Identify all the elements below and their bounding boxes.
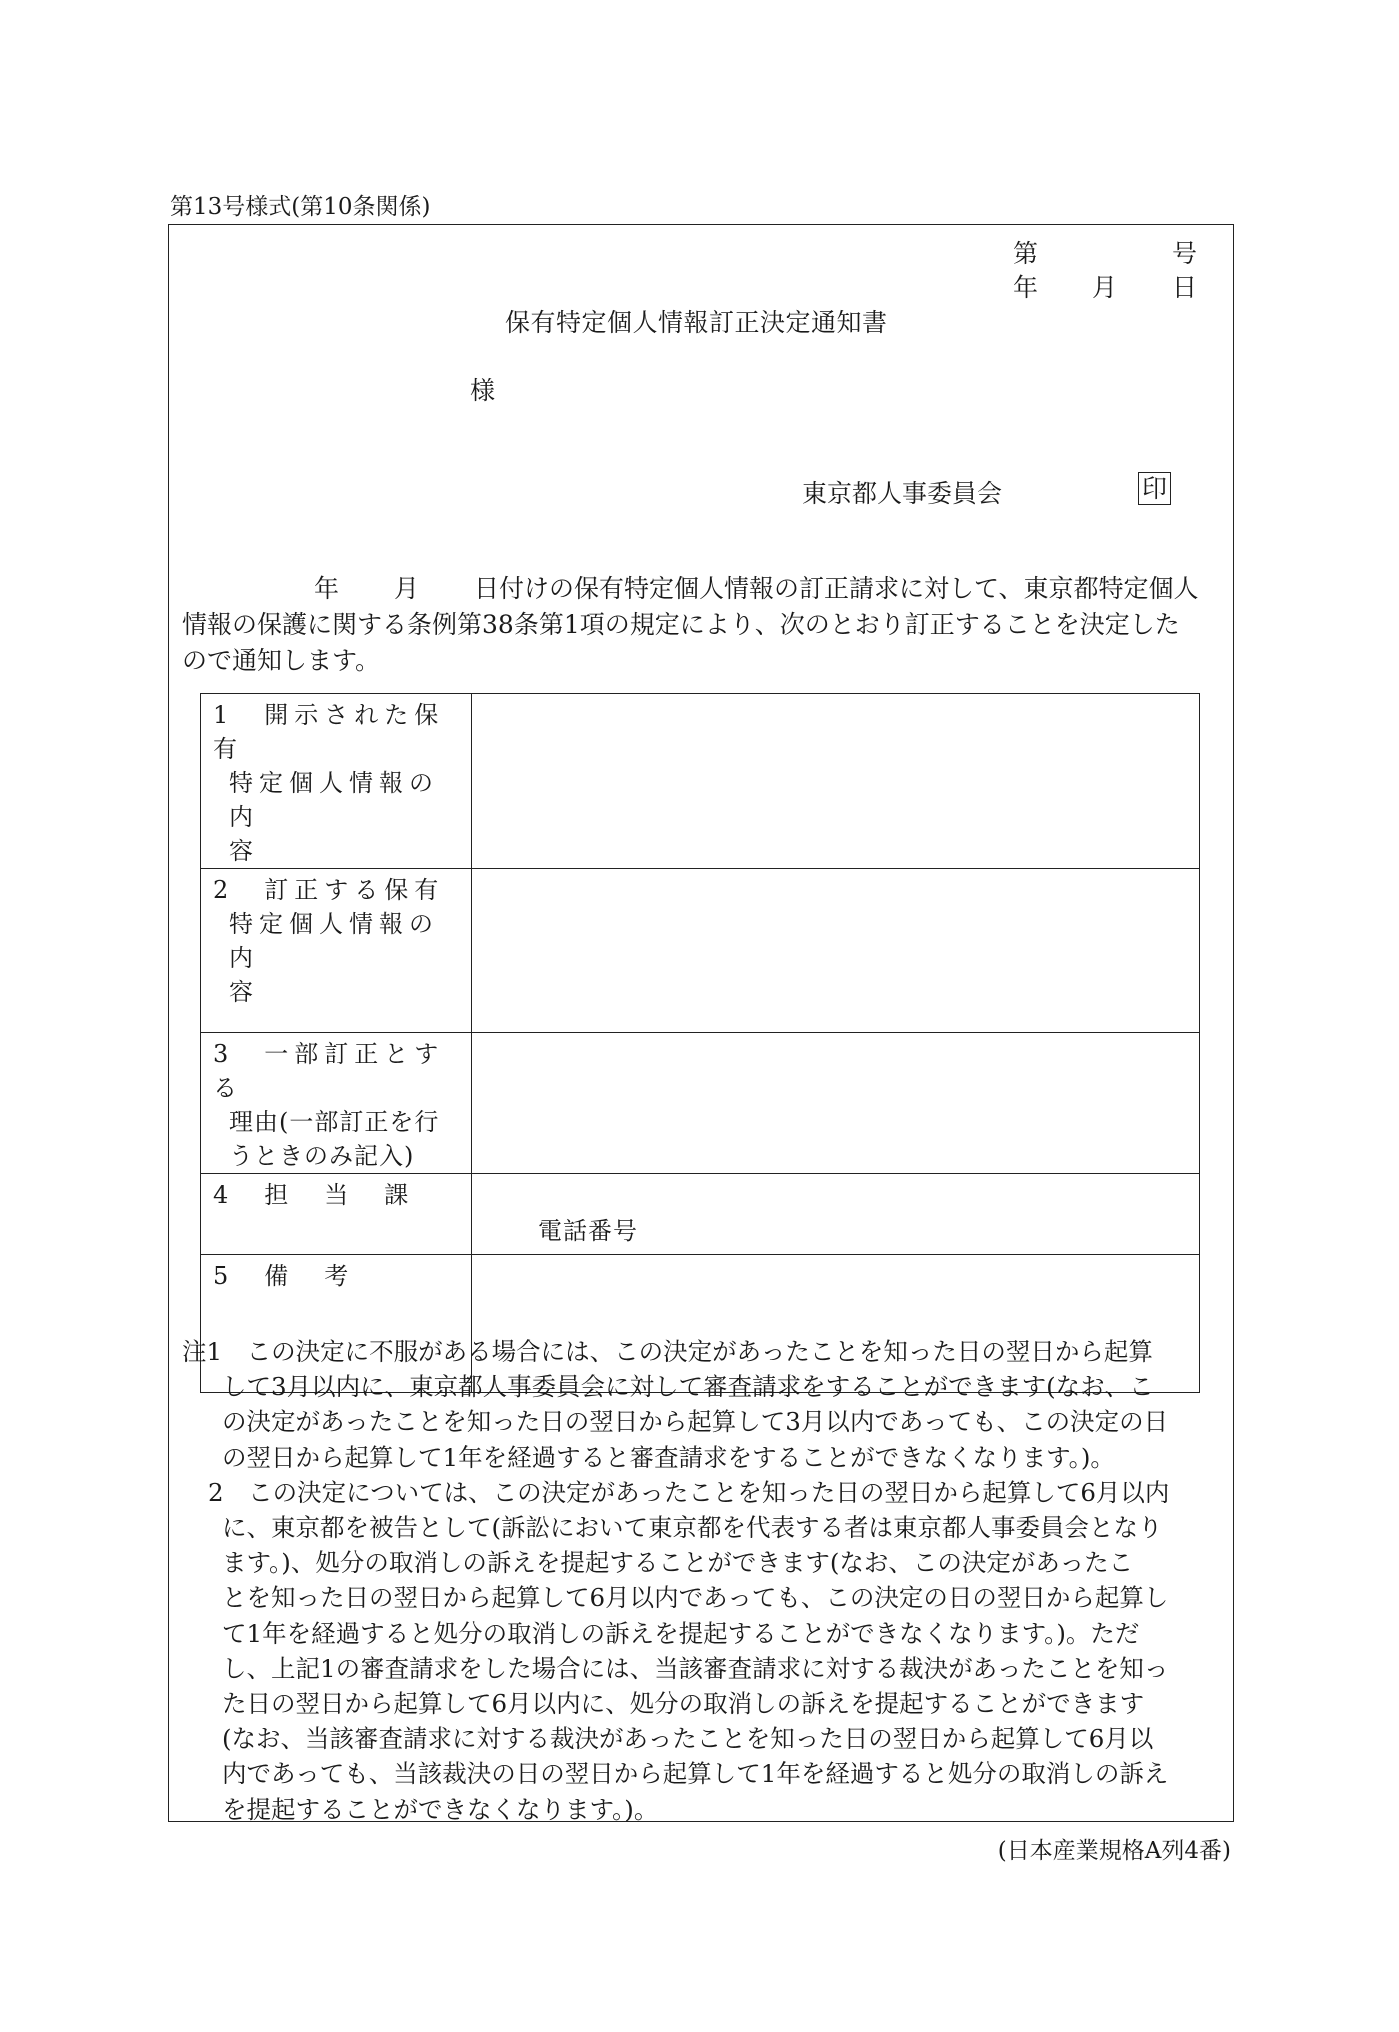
intro-line-1-text: 日付けの保有特定個人情報の訂正請求に対して、東京都特定個人 (474, 574, 1199, 603)
date-month: 月 (1092, 273, 1118, 302)
table-row (201, 869, 1200, 1033)
note-1-line-1: 注1 この決定に不服がある場合には、この決定があったことを知った日の翌日から起算 (182, 1337, 1153, 1366)
note-2-line-6: し、上記1の審査請求をした場合には、当該審査請求に対する裁決があったことを知っ (222, 1653, 1169, 1683)
item-4-value-cell[interactable] (472, 1174, 1200, 1255)
intro-line-2: 情報の保護に関する条例第38条第1項の規定により、次のとおり訂正することを決定した (182, 610, 1180, 639)
note-2-line-7: た日の翌日から起算して6月以内に、処分の取消しの訴えを提起することができます (222, 1689, 1145, 1719)
note-2-line-5: て1年を経過すると処分の取消しの訴えを提起することができなくなります。)。ただ (222, 1618, 1140, 1648)
phone-number-label: 電話番号 (538, 1217, 638, 1245)
item-3-value-cell[interactable] (472, 1033, 1200, 1174)
item-1-value-cell[interactable] (472, 694, 1200, 869)
intro-year: 年 (314, 574, 340, 603)
note-2-line-9: 内であっても、当該裁決の日の翌日から起算して1年を経過すると処分の取消しの訴え (222, 1759, 1169, 1789)
paper-size-note: (日本産業規格A列4番) (997, 1838, 1231, 1864)
item-2-label-line1: 2 訂正する保有 (213, 876, 445, 904)
item-2-label-line2: 特定個人情報の 内 (229, 910, 439, 972)
issuer-name: 東京都人事委員会 (802, 479, 1003, 508)
date-year: 年 (1013, 273, 1039, 302)
document-title: 保有特定個人情報訂正決定通知書 (505, 308, 888, 337)
items-table (200, 693, 1200, 1393)
intro-month: 月 (394, 574, 420, 603)
number-prefix: 第 (1013, 239, 1039, 268)
item-1-label-line2: 特定個人情報の内 (229, 769, 439, 831)
seal-mark: 印 (1138, 472, 1171, 505)
item-3-label-cell (201, 1033, 472, 1174)
note-2-line-1: 2 この決定については、この決定があったことを知った日の翌日から起算して6月以内 (208, 1477, 1170, 1507)
item-3-label-line3: うときのみ記入) (229, 1142, 415, 1170)
table-row (201, 1174, 1200, 1255)
item-3-label-line2: 理由(一部訂正を行 (229, 1108, 440, 1136)
table-row (201, 1033, 1200, 1174)
note-2-line-4: とを知った日の翌日から起算して6月以内であっても、この決定の日の翌日から起算し (222, 1583, 1169, 1613)
note-2-line-10: を提起することができなくなります。)。 (222, 1794, 659, 1824)
notes-section (182, 1334, 1222, 1827)
note-1-line-2: して3月以内に、東京都人事委員会に対して審査請求をすることができます(なお、こ (222, 1372, 1154, 1402)
number-suffix: 号 (1172, 239, 1198, 268)
item-4-label-line1: 4 担 当 課 (213, 1181, 415, 1209)
item-1-label-line3: 容 (229, 837, 259, 865)
note-1-line-3: の決定があったことを知った日の翌日から起算して3月以内であっても、この決定の日 (222, 1407, 1169, 1437)
intro-line-1 (182, 571, 1218, 607)
note-2-line-2: に、東京都を被告として(訴訟において東京都を代表する者は東京都人事委員会となり (222, 1513, 1163, 1543)
item-4-label-cell (201, 1174, 472, 1255)
item-1-label-cell (201, 694, 472, 869)
form-number-label: 第13号様式(第10条関係) (170, 194, 431, 220)
item-1-label-line1: 1 開示された保有 (213, 701, 445, 763)
note-1-line-4: の翌日から起算して1年を経過すると審査請求をすることができなくなります。)。 (222, 1442, 1115, 1472)
intro-line-3: ので通知します。 (182, 646, 381, 675)
item-2-label-line3: 容 (229, 978, 259, 1006)
item-2-label-cell (201, 869, 472, 1033)
note-2-line-3: ます。)、処分の取消しの訴えを提起することができます(なお、この決定があったこ (222, 1548, 1134, 1578)
note-2-line-8: (なお、当該審査請求に対する裁決があったことを知った日の翌日から起算して6月以 (222, 1724, 1154, 1754)
date-day: 日 (1172, 273, 1198, 302)
item-5-label-line1: 5 備 考 (213, 1262, 355, 1290)
intro-paragraph (182, 571, 1218, 679)
item-2-value-cell[interactable] (472, 869, 1200, 1033)
addressee-suffix: 様 (470, 376, 496, 405)
table-row (201, 694, 1200, 869)
item-3-label-line1: 3 一部訂正とする (213, 1040, 445, 1102)
